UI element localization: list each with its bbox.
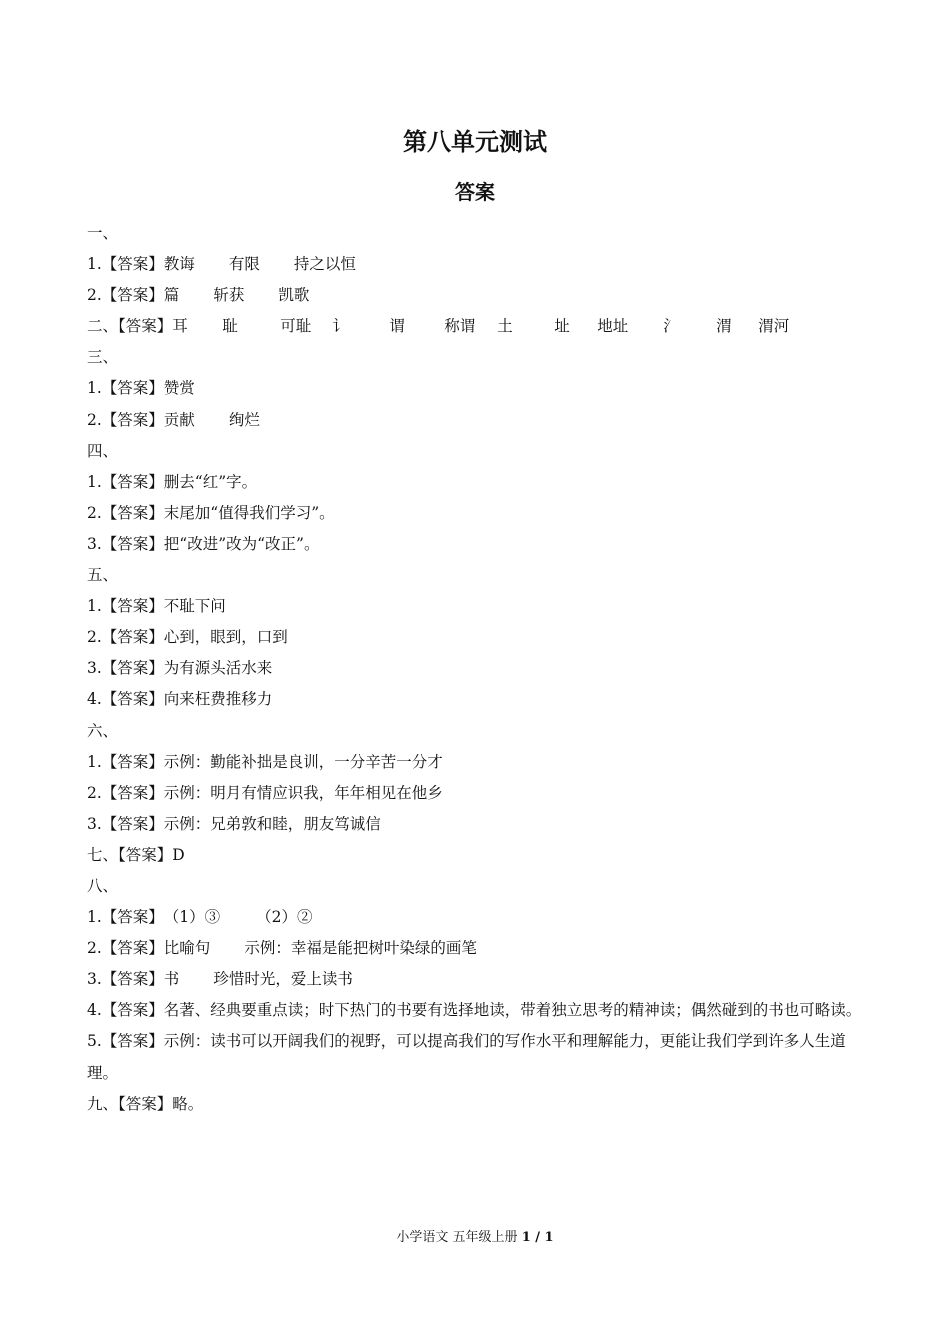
answer-5-2: 2.【答案】心到，眼到，口到 — [87, 628, 288, 647]
answer-word: 氵 — [663, 317, 679, 336]
answer-word: 示例：幸福是能把树叶染绿的画笔 — [244, 939, 477, 958]
page-subtitle: 答案 — [455, 180, 495, 204]
answer-prefix: 1.【答案】 — [87, 908, 164, 927]
answer-4-1: 1.【答案】删去“红”字。 — [87, 472, 258, 491]
answer-word: 耻 — [222, 317, 238, 336]
answer-word: 有限 — [228, 255, 260, 274]
answer-3-2 — [87, 405, 862, 436]
answer-word: 绚烂 — [228, 410, 260, 429]
section-3-heading: 三、 — [87, 348, 119, 367]
answer-word: 地址 — [597, 317, 629, 336]
section-4-heading: 四、 — [87, 441, 119, 460]
answer-8-5: 5.【答案】示例：读书可以开阔我们的视野，可以提高我们的写作水平和理解能力，更能让我们学到许多人生道理。 — [87, 1032, 846, 1082]
section-5-heading: 五、 — [87, 566, 119, 585]
answer-word: （1）③ — [163, 908, 221, 927]
answer-5-1: 1.【答案】不耻下问 — [87, 597, 226, 616]
answer-word: 书 — [163, 970, 180, 989]
answer-6-2: 2.【答案】示例：明月有情应识我，年年相见在他乡 — [87, 783, 443, 802]
section-1-heading: 一、 — [87, 224, 119, 242]
answer-word: 教诲 — [163, 255, 195, 274]
answer-2 — [87, 311, 862, 342]
answer-word: 土 — [497, 317, 513, 336]
section-8-heading: 八、 — [87, 876, 119, 895]
answer-5-4: 4.【答案】向来枉费推移力 — [87, 690, 273, 709]
answer-7: 七、【答案】D — [87, 845, 185, 864]
answer-8-2 — [87, 933, 862, 964]
answer-prefix: 2.【答案】 — [87, 939, 164, 958]
answer-1-2 — [87, 280, 862, 311]
answer-prefix: 2.【答案】 — [87, 286, 164, 305]
page-number: 1 / 1 — [521, 1230, 554, 1245]
answer-word: 持之以恒 — [293, 255, 356, 274]
answer-word: 凯歌 — [278, 286, 310, 305]
answer-6-3: 3.【答案】示例：兄弟敦和睦，朋友笃诚信 — [87, 814, 381, 833]
answer-body — [87, 218, 862, 1120]
answer-word: 篇 — [163, 286, 180, 305]
answer-8-1 — [87, 902, 862, 933]
footer-text: 小学语文 五年级上册 — [396, 1230, 518, 1245]
answer-prefix: 2.【答案】 — [87, 410, 164, 429]
answer-word: 渭河 — [758, 317, 790, 336]
answer-4-3: 3.【答案】把“改进”改为“改正”。 — [87, 534, 320, 553]
answer-prefix: 1.【答案】 — [87, 379, 164, 398]
answer-prefix: 二、【答案】 — [87, 317, 173, 336]
page-footer — [0, 1226, 950, 1245]
answer-prefix: 3.【答案】 — [87, 970, 164, 989]
answer-6-1: 1.【答案】示例：勤能补拙是良训，一分辛苦一分才 — [87, 752, 443, 771]
answer-8-3 — [87, 964, 862, 995]
answer-5-3: 3.【答案】为有源头活水来 — [87, 659, 273, 678]
page-title: 第八单元测试 — [403, 128, 547, 156]
answer-word: 珍惜时光，爱上读书 — [213, 970, 353, 989]
answer-word: 可耻 — [280, 317, 312, 336]
answer-word: 比喻句 — [163, 939, 211, 958]
section-6-heading: 六、 — [87, 721, 119, 740]
answer-word: 耳 — [172, 317, 188, 336]
answer-8-4: 4.【答案】名著、经典要重点读；时下热门的书要有选择地读，带着独立思考的精神读；偶然碰到的书也可略读。 — [87, 1001, 862, 1020]
answer-word: 址 — [554, 317, 570, 336]
answer-word: 讠 — [332, 317, 348, 336]
answer-9: 九、【答案】略。 — [87, 1094, 204, 1113]
answer-word: 称谓 — [444, 317, 476, 336]
answer-word: 赞赏 — [163, 379, 195, 398]
answer-1-1 — [87, 249, 862, 280]
answer-word: （2）② — [256, 908, 313, 927]
answer-word: 谓 — [389, 317, 405, 336]
answer-word: 贡献 — [163, 410, 195, 429]
answer-word: 斩获 — [213, 286, 245, 305]
answer-prefix: 1.【答案】 — [87, 255, 164, 274]
answer-4-2: 2.【答案】末尾加“值得我们学习”。 — [87, 503, 335, 522]
answer-word: 渭 — [716, 317, 732, 336]
answer-3-1 — [87, 373, 862, 404]
